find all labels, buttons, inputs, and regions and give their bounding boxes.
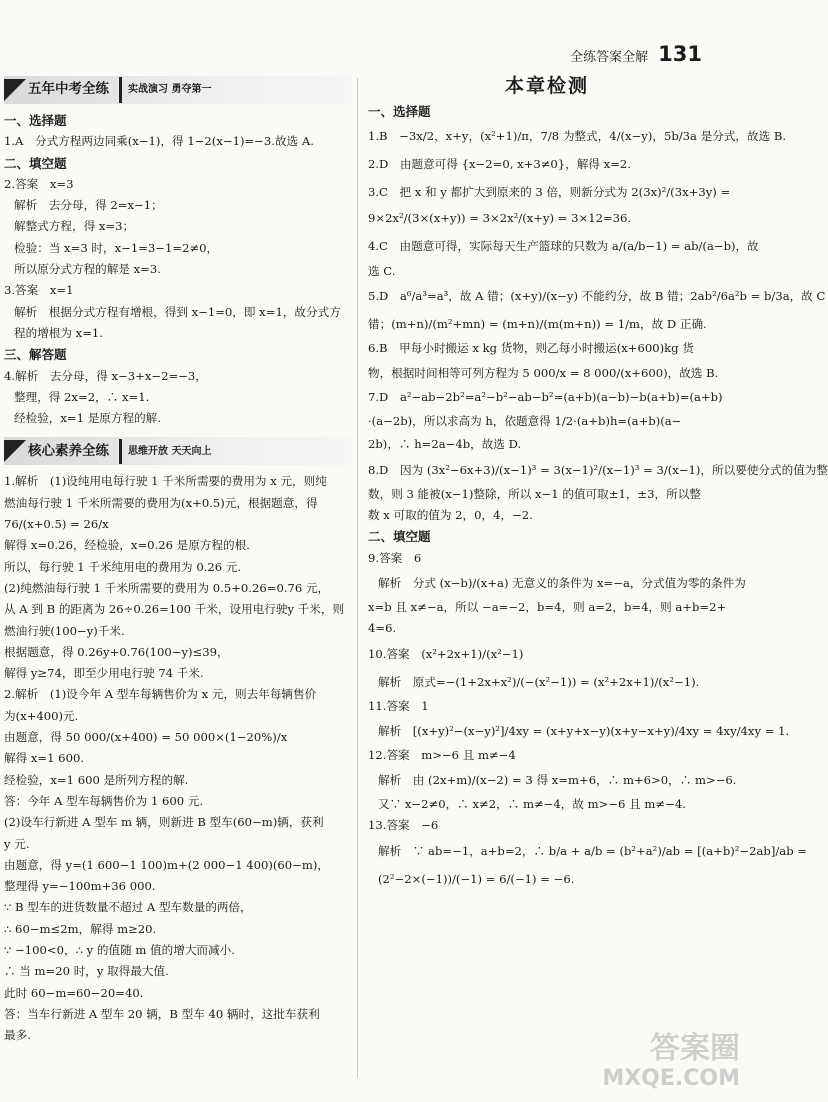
answer-line: 12.答案 m>−6 且 m≠−4: [368, 747, 516, 762]
answer-line: 5.D a⁶/a³=a³，故 A 错；(x+y)/(x−y) 不能约分，故 B 错；2ab²/6a²b = b/3a，故 C: [368, 288, 826, 303]
watermark-text: 答案圈: [650, 1031, 740, 1066]
answer-line: 由题意，得 y=(1 600−1 100)m+(2 000−1 400)(60−m)，: [4, 857, 330, 872]
page-header: [570, 42, 702, 66]
section-heading: 三、解答题: [4, 347, 67, 363]
answer-line: 解析 ∵ ab=−1，a+b=2，∴ b/a + a/b = (b²+a²)/ab = [(a+b)²−2ab]/ab =: [378, 843, 808, 858]
answer-line: 燃油每行驶 1 千米所需要的费用为(x+0.5)元，根据题意，得: [4, 495, 318, 510]
banner-triangle-icon: [4, 440, 26, 462]
banner-title: 五年中考全练: [28, 81, 109, 98]
left-column: [4, 74, 352, 1046]
banner-subtitle: 思维开放 天天向上: [119, 439, 217, 464]
answer-line: 经检验，x=1 600 是所列方程的解.: [4, 772, 189, 787]
answer-line: 7.D a²−ab−2b²=a²−b²−ab−b²=(a+b)(a−b)−b(a+b)=(a+b): [368, 390, 723, 405]
answer-line: 答：今年 A 型车每辆售价为 1 600 元.: [4, 793, 204, 808]
answer-line: 解析 原式=−(1+2x+x²)/(−(x²−1)) = (x²+2x+1)/(x²−1).: [378, 674, 700, 689]
answer-line: (2²−2×(−1))/(−1) = 6/(−1) = −6.: [378, 871, 575, 886]
answer-line: 错；(m+n)/(m²+mn) = (m+n)/(m(m+n)) = 1/m，故 D 正确.: [368, 316, 707, 331]
answer-line: 经检验，x=1 是原方程的解.: [14, 411, 161, 426]
answer-line: ∵ −100<0，∴ y 的值随 m 值的增大而减小.: [4, 942, 235, 957]
answer-line: 8.D 因为 (3x²−6x+3)/(x−1)³ = 3(x−1)²/(x−1)³ = 3/(x−1)，所以要使分式的值为整: [368, 462, 828, 477]
answer-line: 76/(x+0.5) = 26/x: [4, 517, 109, 532]
answer-line: 从 A 到 B 的距离为 26÷0.26=100 千米，设用电行驶y 千米，则: [4, 602, 345, 617]
section-banner-core: [4, 437, 352, 465]
answer-line: ∴ 当 m=20 时，y 取得最大值.: [4, 964, 169, 979]
answer-line: 此时 60−m=60−20=40.: [4, 985, 144, 1000]
answer-line: 解析 [(x+y)²−(x−y)²]/4xy = (x+y+x−y)(x+y−x+y)/4xy = 4xy/4xy = 1.: [378, 723, 790, 738]
answer-line: 根据题意，得 0.26y+0.76(100−y)≤39，: [4, 644, 229, 659]
answer-line: 4.解析 去分母，得 x−3+x−2=−3，: [4, 368, 207, 383]
answer-line: 整理，得 2x=2，∴ x=1.: [14, 389, 150, 404]
right-column: [368, 74, 828, 893]
answer-line: 解析 去分母，得 2=x−1；: [14, 198, 163, 213]
answer-line: 物，根据时间相等可列方程为 5 000/x = 8 000/(x+600)，故选 B.: [368, 366, 719, 381]
answer-line: 13.答案 −6: [368, 818, 439, 833]
answer-line: 4.C 由题意可得，实际每天生产篮球的只数为 a/(a/b−1) = ab/(a−b)，故: [368, 238, 759, 253]
answer-line: 3.答案 x=1: [4, 283, 74, 298]
answer-line: 答：当车行新进 A 型车 20 辆，B 型车 40 辆时，这批车获利: [4, 1006, 320, 1021]
answer-line: (2)纯燃油每行驶 1 千米所需要的费用为 0.5+0.26=0.76 元，: [4, 580, 330, 595]
answer-line: 数，则 3 能被(x−1)整除，所以 x−1 的值可取±1，±3，所以整: [368, 486, 701, 501]
section-heading: 一、选择题: [368, 104, 431, 120]
chapter-title: 本章检测: [504, 75, 589, 97]
watermark-url: MXQE.COM: [602, 1066, 740, 1091]
answer-line: 2.D 由题意可得 {x−2=0, x+3≠0}，解得 x=2.: [368, 156, 631, 171]
section-banner-exam: [4, 76, 352, 104]
answer-line: 3.C 把 x 和 y 都扩大到原来的 3 倍，则新分式为 2(3x)²/(3x+3y) =: [368, 184, 731, 199]
answer-line: 6.B 甲每小时搬运 x kg 货物，则乙每小时搬运(x+600)kg 货: [368, 340, 694, 355]
answer-line: (2)设车行新进 A 型车 m 辆，则新进 B 型车(60−m)辆，获利: [4, 815, 324, 830]
banner-subtitle: 实战演习 勇夺第一: [119, 77, 217, 102]
section-heading: 二、填空题: [368, 529, 431, 545]
answer-line: 2.答案 x=3: [4, 176, 74, 191]
answer-line: 检验：当 x=3 时，x−1=3−1=2≠0，: [14, 240, 219, 255]
answer-line: 解析 根据分式方程有增根，得到 x−1=0，即 x=1，故分式方: [14, 304, 341, 319]
answer-line: 最多.: [4, 1028, 31, 1043]
section-heading: 二、填空题: [4, 155, 67, 171]
answer-line: 解得 x=1 600.: [4, 751, 85, 766]
answer-line: 又∵ x−2≠0，∴ x≠2，∴ m≠−4，故 m>−6 且 m≠−4.: [378, 797, 686, 812]
answer-line: 所以原分式方程的解是 x=3.: [14, 262, 161, 277]
banner-triangle-icon: [4, 79, 26, 101]
answer-line: 9.答案 6: [368, 550, 422, 565]
answer-line: 1.B −3x/2，x+y，(x²+1)/π，7/8 为整式，4/(x−y)，5b/3a 是分式，故选 B.: [368, 128, 787, 143]
answer-line: x=b 且 x≠−a，所以 −a=−2，b=4，则 a=2，b=4，则 a+b=2+: [368, 599, 727, 614]
answer-line: 2b)，∴ h=2a−4b，故选 D.: [368, 437, 522, 452]
answer-line: 由题意，得 50 000/(x+400) = 50 000×(1−20%)/x: [4, 730, 288, 745]
answer-line: 为(x+400)元.: [4, 708, 79, 723]
answer-line: 9×2x²/(3×(x+y)) = 3×2x²/(x+y) = 3×12=36.: [368, 210, 632, 225]
section-heading: 一、选择题: [4, 113, 67, 128]
answer-line: 1.A 分式方程两边同乘(x−1)，得 1−2(x−1)=−3.故选 A.: [4, 134, 314, 149]
answer-line: 所以，每行驶 1 千米纯用电的费用为 0.26 元.: [4, 559, 242, 574]
answer-line: 选 C.: [368, 263, 396, 278]
banner-title: 核心素养全练: [28, 442, 109, 459]
answer-line: y 元.: [4, 836, 30, 851]
answer-line: 整理得 y=−100m+36 000.: [4, 879, 156, 894]
answer-line: 解析 分式 (x−b)/(x+a) 无意义的条件为 x=−a，分式值为零的条件为: [378, 575, 746, 590]
answer-line: 燃油行驶(100−y)千米.: [4, 623, 125, 638]
answer-line: ∵ B 型车的进货数量不超过 A 型车数量的两倍，: [4, 900, 252, 915]
header-title: 全练答案全解: [570, 50, 649, 65]
answer-line: 解析 由 (2x+m)/(x−2) = 3 得 x=m+6，∴ m+6>0，∴ m>−6.: [378, 773, 737, 788]
answer-line: ·(a−2b)，所以求高为 h，依题意得 1/2·(a+b)h=(a+b)(a−: [368, 414, 682, 429]
answer-line: 解得 y≥74，即至少用电行驶 74 千米.: [4, 666, 204, 681]
watermark-logo: [602, 1031, 740, 1094]
answer-line: 4=6.: [368, 621, 397, 636]
answer-line: 解得 x=0.26，经检验，x=0.26 是原方程的根.: [4, 538, 250, 553]
answer-line: 1.解析 (1)设纯用电每行驶 1 千米所需要的费用为 x 元，则纯: [4, 474, 327, 489]
page-number: 131: [658, 42, 702, 66]
answer-line: ∴ 60−m≤2m，解得 m≥20.: [4, 921, 157, 936]
answer-line: 11.答案 1: [368, 698, 429, 713]
answer-line: 数 x 可取的值为 2，0，4，−2.: [368, 508, 533, 523]
answer-line: 2.解析 (1)设今年 A 型车每辆售价为 x 元，则去年每辆售价: [4, 687, 317, 702]
answer-line: 程的增根为 x=1.: [14, 325, 103, 340]
column-divider: [357, 78, 358, 1078]
answer-line: 10.答案 (x²+2x+1)/(x²−1): [368, 646, 524, 661]
answer-line: 解整式方程，得 x=3；: [14, 219, 135, 234]
